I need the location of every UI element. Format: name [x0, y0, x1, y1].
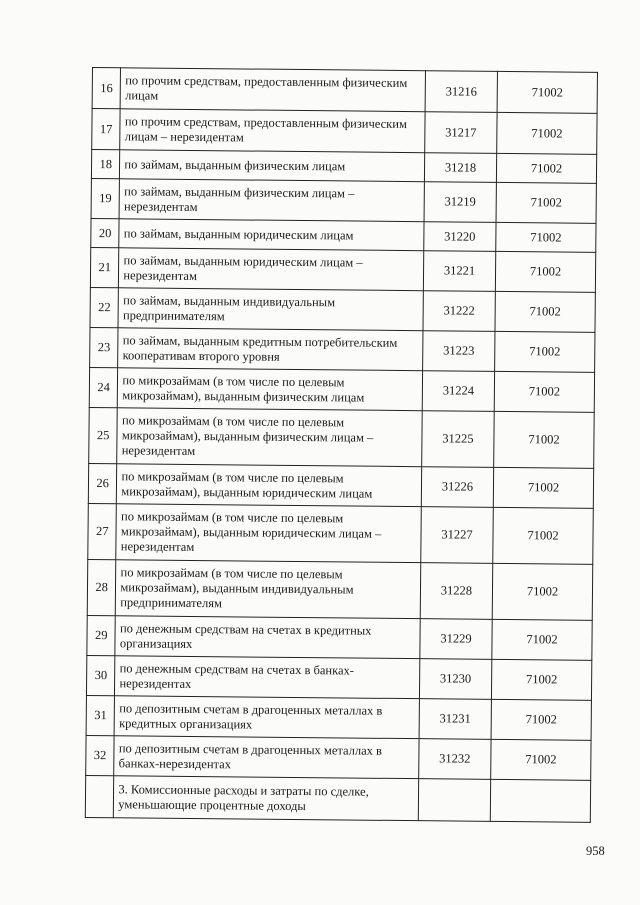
row-symbol-code: 71002	[492, 619, 592, 660]
accounts-table	[85, 67, 598, 823]
row-number: 17	[92, 109, 121, 150]
row-account-code: 31229	[420, 619, 493, 660]
row-number: 24	[89, 367, 118, 407]
row-number: 16	[92, 68, 121, 109]
row-description: по депозитным счетам в драгоценных металлах в банках-нерезидентах	[114, 736, 419, 779]
row-number: 21	[90, 247, 119, 287]
row-symbol-code: 71002	[496, 222, 596, 252]
row-symbol-code: 71002	[497, 112, 597, 154]
row-number: 25	[89, 407, 118, 463]
row-account-code: 31220	[424, 222, 497, 252]
row-number: 27	[88, 503, 117, 559]
row-account-code: 31230	[419, 659, 492, 700]
row-number: 28	[87, 559, 116, 615]
row-description: по микрозаймам (в том числе по целевым микрозаймам), выданным индивидуальным предпринимателям	[116, 560, 421, 619]
row-number: 31	[86, 695, 115, 735]
row-symbol-code: 71002	[495, 291, 595, 332]
table-row	[85, 775, 590, 822]
table-row	[86, 735, 591, 780]
row-number: 20	[91, 218, 120, 247]
row-number: 22	[90, 287, 119, 327]
row-description: по займам, выданным физическим лицам – нерезидентам	[119, 179, 424, 222]
row-account-code: 31217	[425, 112, 498, 154]
row-description: по прочим средствам, предоставленным физическим лицам – нерезидентам	[120, 109, 425, 153]
row-description: по денежным средствам на счетах в банках-нерезидентах	[115, 656, 420, 699]
row-symbol-code: 71002	[493, 507, 593, 564]
table-row	[90, 327, 595, 372]
table-row	[86, 655, 591, 700]
row-number	[85, 775, 114, 817]
table-row	[87, 615, 592, 660]
row-description: по денежным средствам на счетах в кредитных организациях	[115, 616, 420, 659]
table-row	[88, 503, 594, 564]
row-account-code: 31224	[422, 371, 495, 412]
table-row	[88, 463, 593, 508]
row-symbol-code: 71002	[492, 563, 592, 620]
row-description: по депозитным счетам в драгоценных металлах в кредитных организациях	[114, 696, 419, 739]
row-description: 3. Комиссионные расходы и затраты по сделке, уменьшающие процентные доходы	[114, 776, 419, 821]
table-row	[92, 68, 597, 114]
row-symbol-code: 71002	[496, 182, 596, 223]
row-number: 23	[90, 327, 119, 367]
row-description: по микрозаймам (в том числе по целевым микрозаймам), выданным юридическим лицам – нерезидентам	[116, 504, 421, 563]
row-description: по микрозаймам (в том числе по целевым микрозаймам), выданным юридическим лицам	[117, 464, 422, 507]
row-account-code: 31222	[423, 291, 496, 332]
row-account-code: 31218	[424, 153, 497, 183]
table-row	[91, 178, 596, 223]
row-symbol-code: 71002	[495, 331, 595, 372]
row-symbol-code: 71002	[497, 71, 597, 113]
row-account-code: 31223	[422, 331, 495, 372]
row-symbol-code	[490, 779, 590, 822]
page-number: 958	[586, 844, 605, 858]
row-account-code: 31225	[422, 411, 495, 468]
row-number: 26	[88, 463, 117, 503]
row-account-code: 31226	[421, 467, 494, 508]
row-account-code	[418, 779, 491, 822]
row-symbol-code: 71002	[492, 659, 592, 700]
row-description: по прочим средствам, предоставленным физическим лицам	[121, 68, 426, 112]
row-number: 30	[86, 655, 115, 695]
table-row	[90, 287, 595, 332]
row-description: по займам, выданным юридическим лицам – нерезидентам	[119, 248, 424, 291]
row-number: 29	[87, 615, 116, 655]
row-symbol-code: 71002	[494, 411, 594, 468]
row-account-code: 31232	[419, 739, 492, 780]
row-account-code: 31231	[419, 699, 492, 740]
table-row	[87, 559, 593, 620]
table-body	[85, 68, 597, 823]
row-description: по микрозаймам (в том числе по целевым микрозаймам), выданным физическим лицам – нерезидентам	[117, 408, 422, 467]
row-description: по займам, выданным физическим лицам	[120, 150, 425, 182]
row-account-code: 31228	[420, 563, 493, 620]
row-description: по займам, выданным индивидуальным предпринимателям	[118, 288, 423, 331]
row-symbol-code: 71002	[495, 251, 595, 292]
row-symbol-code: 71002	[491, 699, 591, 740]
row-number: 32	[86, 735, 115, 775]
table-row	[89, 367, 594, 412]
row-description: по займам, выданным кредитным потребительским кооперативам второго уровня	[118, 328, 423, 371]
row-symbol-code: 71002	[491, 739, 591, 780]
row-symbol-code: 71002	[494, 371, 594, 412]
table-row	[92, 109, 597, 155]
row-account-code: 31216	[425, 71, 498, 113]
table-row	[89, 407, 595, 468]
row-number: 18	[91, 150, 120, 179]
row-account-code: 31227	[421, 507, 494, 564]
row-account-code: 31221	[423, 251, 496, 292]
row-description: по займам, выданным юридическим лицам	[119, 219, 424, 251]
row-symbol-code: 71002	[496, 153, 596, 183]
row-number: 19	[91, 178, 120, 218]
table-row	[90, 247, 595, 292]
row-symbol-code: 71002	[493, 467, 593, 508]
table-row	[86, 695, 591, 740]
row-description: по микрозаймам (в том числе по целевым микрозаймам), выданным физическим лицам	[118, 368, 423, 411]
row-account-code: 31219	[424, 182, 497, 223]
